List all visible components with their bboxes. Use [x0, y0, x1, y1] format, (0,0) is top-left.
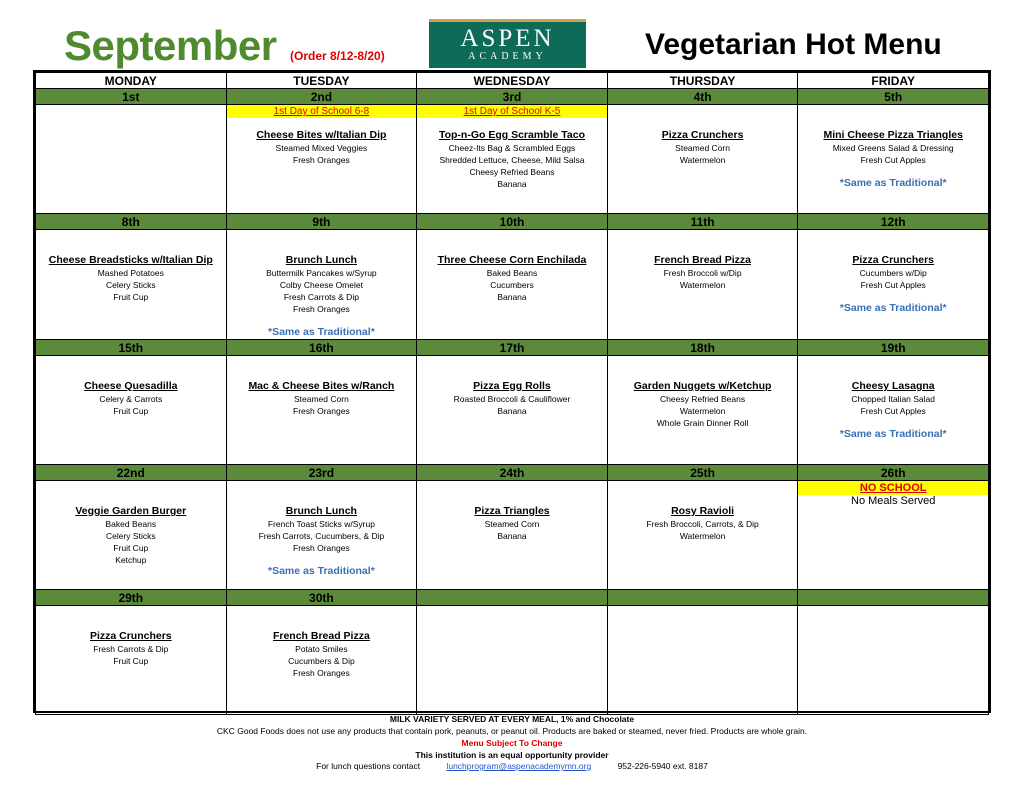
- weekday-thursday: THURSDAY: [607, 73, 798, 89]
- weekday-friday: FRIDAY: [798, 73, 989, 89]
- cell-spacer: [417, 481, 607, 494]
- side-item: Fruit Cup: [113, 292, 149, 302]
- first-day-banner: 1st Day of School K-5: [417, 105, 607, 118]
- menu-row: [36, 606, 989, 715]
- day-cell: [226, 105, 417, 214]
- cell-spacer: [227, 481, 417, 494]
- date-label: 1st: [36, 89, 227, 105]
- date-label: 15th: [36, 340, 227, 356]
- side-item: Fresh Carrots, Cucumbers, & Dip: [258, 531, 385, 541]
- side-item: Steamed Mixed Veggies: [275, 143, 368, 153]
- date-label: 23rd: [226, 465, 417, 481]
- side-item: Banana: [497, 292, 527, 302]
- day-cell: [417, 105, 608, 214]
- same-as-traditional-note: *Same as Traditional*: [839, 302, 947, 314]
- date-label: [417, 590, 608, 606]
- day-cell: [798, 606, 989, 715]
- entree-name: Cheese Bites w/Italian Dip: [256, 129, 387, 141]
- date-row: [36, 340, 989, 356]
- date-label: 22nd: [36, 465, 227, 481]
- side-item: Watermelon: [679, 531, 726, 541]
- contact-phone: 952-226-5940 ext. 8187: [617, 761, 708, 771]
- side-item: Roasted Broccoli & Cauliflower: [453, 394, 571, 404]
- entree-name: Rosy Ravioli: [671, 505, 735, 517]
- weekday-wednesday: WEDNESDAY: [417, 73, 608, 89]
- menu-row: [36, 105, 989, 214]
- cell-spacer: [36, 481, 226, 494]
- weekday-tuesday: TUESDAY: [226, 73, 417, 89]
- day-cell: [607, 105, 798, 214]
- side-item: French Toast Sticks w/Syrup: [267, 519, 375, 529]
- side-item: Banana: [497, 531, 527, 541]
- side-item: Steamed Corn: [293, 394, 349, 404]
- side-item: Fresh Cut Apples: [860, 280, 926, 290]
- same-as-traditional-note: *Same as Traditional*: [839, 428, 947, 440]
- side-item: Steamed Corn: [484, 519, 540, 529]
- side-item: Celery Sticks: [106, 531, 156, 541]
- side-item: Fresh Oranges: [293, 668, 350, 678]
- order-dates: (Order 8/12-8/20): [290, 49, 385, 63]
- side-item: Whole Grain Dinner Roll: [656, 418, 749, 428]
- day-cell: [36, 356, 227, 465]
- menu-change-notice: Menu Subject To Change: [461, 738, 563, 748]
- day-cell: [607, 481, 798, 590]
- equal-opportunity-notice: This institution is an equal opportunity provider: [415, 750, 609, 760]
- side-item: Banana: [497, 406, 527, 416]
- date-label: [607, 590, 798, 606]
- school-logo: [429, 19, 586, 68]
- entree-name: Pizza Crunchers: [89, 630, 172, 642]
- contact-line: [33, 760, 991, 772]
- logo-sub-text: ACADEMY: [468, 51, 547, 62]
- side-item: Ketchup: [115, 555, 147, 565]
- cell-spacer: [227, 606, 417, 619]
- entree-name: Three Cheese Corn Enchilada: [437, 254, 587, 266]
- date-row: [36, 89, 989, 105]
- side-item: Baked Beans: [105, 519, 157, 529]
- side-item: Colby Cheese Omelet: [279, 280, 363, 290]
- weekday-header-row: [36, 73, 989, 89]
- day-cell: [36, 230, 227, 340]
- no-meals-text: No Meals Served: [851, 495, 936, 507]
- calendar-table: [35, 72, 989, 715]
- date-label: 26th: [798, 465, 989, 481]
- cell-spacer: [36, 230, 226, 243]
- cell-spacer: [608, 356, 798, 369]
- entree-name: Veggie Garden Burger: [75, 505, 187, 517]
- date-row: [36, 465, 989, 481]
- cell-spacer: [36, 606, 226, 619]
- date-label: 9th: [226, 214, 417, 230]
- side-item: Cucumbers w/Dip: [859, 268, 927, 278]
- entree-name: French Bread Pizza: [272, 630, 370, 642]
- day-cell: [417, 230, 608, 340]
- side-item: Fresh Oranges: [293, 543, 350, 553]
- entree-name: Cheese Breadsticks w/Italian Dip: [48, 254, 213, 266]
- day-cell: [798, 230, 989, 340]
- side-item: Fresh Oranges: [293, 406, 350, 416]
- cell-spacer: [417, 230, 607, 243]
- side-item: Chopped Italian Salad: [851, 394, 936, 404]
- day-cell: [226, 230, 417, 340]
- date-label: 10th: [417, 214, 608, 230]
- side-item: Banana: [497, 179, 527, 189]
- side-item: Fresh Oranges: [293, 304, 350, 314]
- side-item: Cheesy Refried Beans: [660, 394, 746, 404]
- day-cell: [36, 105, 227, 214]
- side-item: Celery & Carrots: [99, 394, 163, 404]
- side-item: Shredded Lettuce, Cheese, Mild Salsa: [439, 155, 585, 165]
- same-as-traditional-note: *Same as Traditional*: [267, 326, 375, 338]
- weekday-monday: MONDAY: [36, 73, 227, 89]
- date-label: 29th: [36, 590, 227, 606]
- side-item: Potato Smiles: [295, 644, 348, 654]
- side-item: Fresh Cut Apples: [860, 155, 926, 165]
- side-item: Fresh Carrots & Dip: [93, 644, 169, 654]
- day-cell: [36, 606, 227, 715]
- side-item: Watermelon: [679, 406, 726, 416]
- cell-spacer: [608, 481, 798, 494]
- side-item: Fresh Carrots & Dip: [283, 292, 359, 302]
- entree-name: Pizza Crunchers: [661, 129, 744, 141]
- side-item: Celery Sticks: [106, 280, 156, 290]
- entree-name: Cheesy Lasagna: [851, 380, 935, 392]
- day-cell: [226, 481, 417, 590]
- cell-spacer: [227, 356, 417, 369]
- cell-spacer: [417, 356, 607, 369]
- entree-name: Cheese Quesadilla: [84, 380, 178, 392]
- date-label: [798, 590, 989, 606]
- same-as-traditional-note: *Same as Traditional*: [267, 565, 375, 577]
- date-label: 11th: [607, 214, 798, 230]
- side-item: Fruit Cup: [113, 656, 149, 666]
- day-cell: [226, 606, 417, 715]
- side-item: Steamed Corn: [675, 143, 730, 153]
- entree-name: French Bread Pizza: [654, 254, 752, 266]
- first-day-banner: 1st Day of School 6-8: [227, 105, 417, 118]
- date-label: 3rd: [417, 89, 608, 105]
- side-item: Cucumbers: [490, 280, 534, 290]
- entree-name: Top-n-Go Egg Scramble Taco: [438, 129, 585, 141]
- entree-name: Brunch Lunch: [285, 505, 357, 517]
- side-item: Fresh Cut Apples: [860, 406, 926, 416]
- date-label: 18th: [607, 340, 798, 356]
- food-policy-notice: CKC Good Foods does not use any products that contain pork, peanuts, or peanut oil. Products are baked or steamed, never fried. Products are whole grain.: [216, 726, 808, 736]
- cell-spacer: [798, 356, 988, 369]
- day-cell: [798, 481, 989, 590]
- day-cell: [226, 356, 417, 465]
- month-title: September: [64, 22, 277, 69]
- cell-spacer: [36, 356, 226, 369]
- milk-notice: MILK VARIETY SERVED AT EVERY MEAL, 1% and Chocolate: [389, 714, 635, 724]
- cell-spacer: [608, 230, 798, 243]
- side-item: Mixed Greens Salad & Dressing: [832, 143, 954, 153]
- logo-main-text: ASPEN: [460, 25, 555, 52]
- entree-name: Pizza Egg Rolls: [473, 380, 551, 392]
- side-item: Cheesy Refried Beans: [469, 167, 555, 177]
- day-cell: [798, 356, 989, 465]
- day-cell: [798, 105, 989, 214]
- day-cell: [417, 606, 608, 715]
- date-label: 8th: [36, 214, 227, 230]
- entree-name: Mac & Cheese Bites w/Ranch: [248, 380, 395, 392]
- contact-email-link[interactable]: lunchprogram@aspenacademymn.org: [446, 761, 592, 771]
- day-cell: [417, 481, 608, 590]
- date-label: 19th: [798, 340, 989, 356]
- day-cell: [607, 230, 798, 340]
- entree-name: Pizza Triangles: [474, 505, 550, 517]
- entree-name: Brunch Lunch: [285, 254, 357, 266]
- entree-name: Pizza Crunchers: [852, 254, 935, 266]
- side-item: Cucumbers & Dip: [288, 656, 355, 666]
- cell-spacer: [227, 230, 417, 243]
- cell-spacer: [798, 105, 988, 118]
- date-label: 16th: [226, 340, 417, 356]
- menu-title: Vegetarian Hot Menu: [645, 28, 942, 61]
- side-item: Mashed Potatoes: [97, 268, 164, 278]
- entree-name: Mini Cheese Pizza Triangles: [823, 129, 963, 141]
- date-label: 25th: [607, 465, 798, 481]
- day-cell: [417, 356, 608, 465]
- side-item: Fresh Broccoli w/Dip: [663, 268, 742, 278]
- same-as-traditional-note: *Same as Traditional*: [839, 177, 947, 189]
- date-label: 24th: [417, 465, 608, 481]
- date-row: [36, 214, 989, 230]
- side-item: Fruit Cup: [113, 406, 149, 416]
- side-item: Buttermilk Pancakes w/Syrup: [266, 268, 377, 278]
- side-item: Fruit Cup: [113, 543, 149, 553]
- side-item: Fresh Broccoli, Carrots, & Dip: [646, 519, 759, 529]
- date-label: 17th: [417, 340, 608, 356]
- entree-name: Garden Nuggets w/Ketchup: [633, 380, 772, 392]
- side-item: Fresh Oranges: [293, 155, 350, 165]
- date-label: 2nd: [226, 89, 417, 105]
- day-cell: [36, 481, 227, 590]
- side-item: Watermelon: [679, 155, 726, 165]
- no-school-banner: NO SCHOOL: [798, 481, 988, 495]
- side-item: Cheez-Its Bag & Scrambled Eggs: [448, 143, 576, 153]
- day-cell: [607, 606, 798, 715]
- menu-calendar: [33, 70, 991, 713]
- side-item: Baked Beans: [486, 268, 538, 278]
- menu-row: [36, 230, 989, 340]
- contact-label: For lunch questions contact: [316, 761, 421, 771]
- date-label: 30th: [226, 590, 417, 606]
- date-row: [36, 590, 989, 606]
- cell-spacer: [798, 230, 988, 243]
- date-label: 4th: [607, 89, 798, 105]
- cell-spacer: [608, 105, 798, 118]
- menu-row: [36, 356, 989, 465]
- side-item: Watermelon: [679, 280, 726, 290]
- day-cell: [607, 356, 798, 465]
- date-label: 12th: [798, 214, 989, 230]
- date-label: 5th: [798, 89, 989, 105]
- menu-row: [36, 481, 989, 590]
- calendar-body: [36, 89, 989, 715]
